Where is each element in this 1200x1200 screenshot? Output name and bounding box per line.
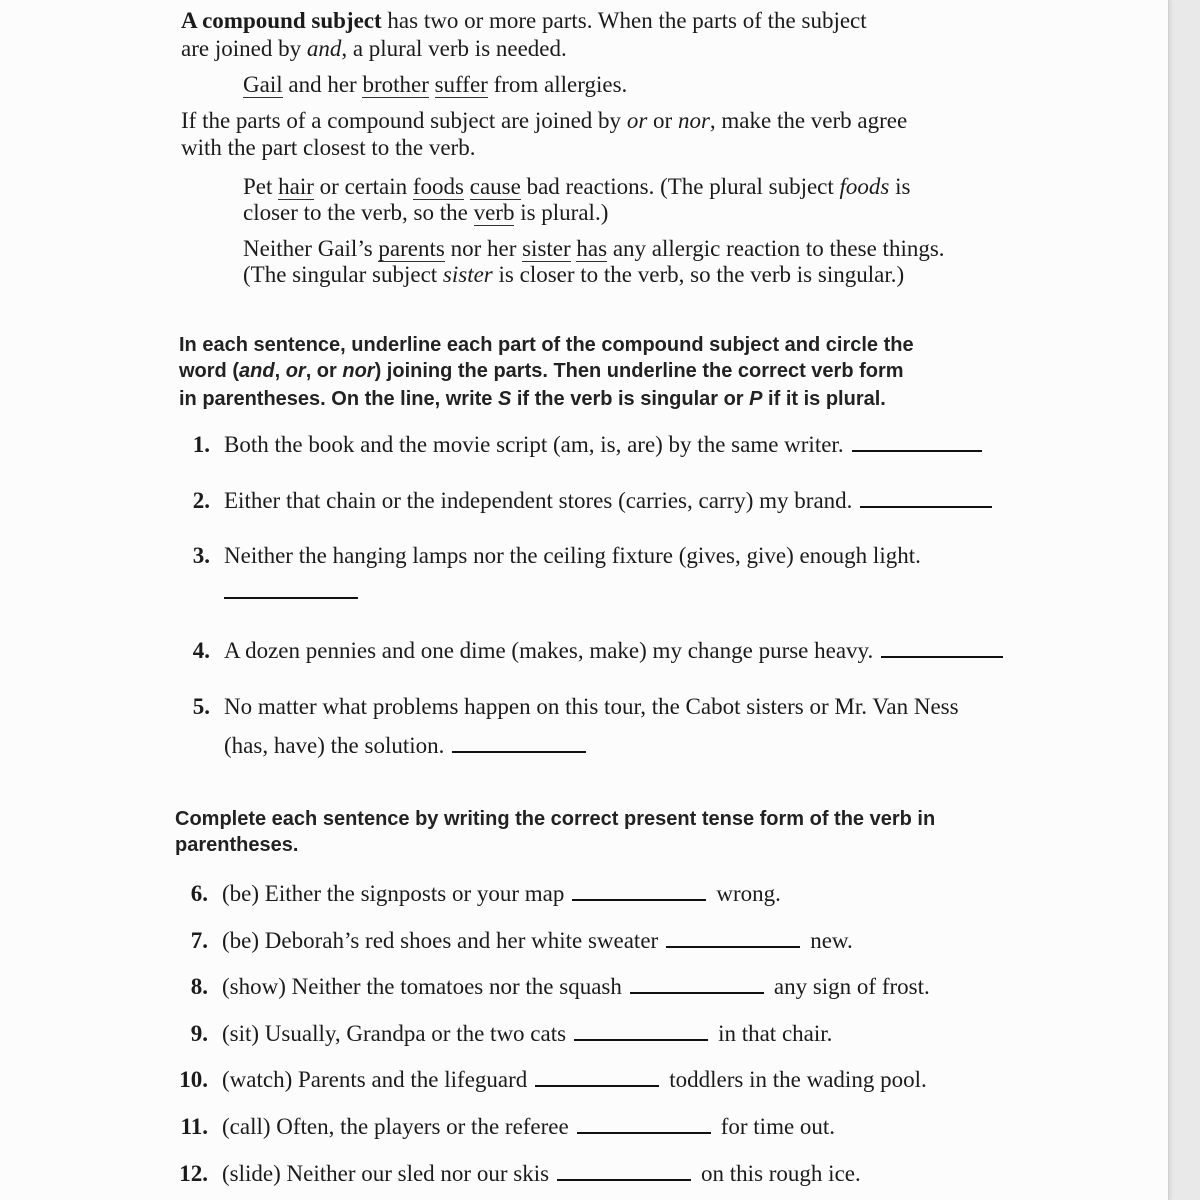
example-2-line-2 — [243, 200, 608, 226]
item-number: 4. — [192, 638, 210, 663]
rule-text: , a plural verb is needed. — [341, 36, 567, 61]
item-text: (slide) Neither our sled nor our skis — [222, 1161, 550, 1186]
underlined-subject: hair — [278, 174, 314, 199]
underlined-subject: Gail — [243, 72, 283, 97]
rule-text: , make the verb agree — [709, 108, 908, 133]
example-text — [429, 72, 435, 97]
underlined-verb: suffer — [434, 72, 488, 97]
item-text-after: wrong. — [716, 881, 781, 906]
item-number: 11. — [180, 1114, 208, 1139]
exercise-item-5-line-2 — [224, 733, 586, 759]
instr-text: , or — [305, 360, 343, 382]
italic-or: or — [285, 360, 306, 382]
answer-line[interactable] — [881, 655, 1003, 658]
instr-text: ) joining the parts. Then underline the correct verb form — [374, 360, 904, 382]
answer-line[interactable] — [852, 449, 982, 452]
item-text: (show) Neither the tomatoes nor the squash — [222, 974, 622, 999]
example-text: nor her — [444, 236, 523, 261]
answer-line[interactable] — [630, 991, 764, 994]
fill-item-11 — [176, 1114, 835, 1140]
item-text: (watch) Parents and the lifeguard — [222, 1067, 528, 1092]
section-1-instructions-line-2 — [179, 358, 904, 385]
item-text-after: for time out. — [720, 1114, 836, 1139]
exercise-item-5 — [186, 694, 959, 720]
answer-line[interactable] — [666, 945, 800, 948]
answer-line[interactable] — [860, 505, 992, 508]
answer-line[interactable] — [535, 1084, 659, 1087]
italic-and: and — [306, 36, 342, 61]
item-number: 5. — [192, 694, 210, 719]
example-text: bad reactions. (The plural subject — [520, 174, 840, 199]
item-text: A dozen pennies and one dime (makes, make) my change purse heavy. — [224, 638, 874, 663]
fill-item-10 — [176, 1067, 927, 1093]
section-1-instructions-line-3 — [179, 386, 886, 413]
italic-sister: sister — [442, 262, 493, 287]
italic-s: S — [497, 388, 512, 410]
answer-line[interactable] — [224, 597, 358, 599]
section-2-instructions-line-2: parentheses. — [175, 834, 299, 856]
item-text: No matter what problems happen on this tour, the Cabot sisters or Mr. Van Ness — [224, 694, 959, 719]
example-text: (The singular subject — [243, 262, 443, 287]
fill-item-8 — [176, 974, 930, 1000]
item-number: 2. — [192, 488, 210, 513]
example-text: is closer to the verb, so the verb is singular.) — [492, 262, 905, 287]
answer-line[interactable] — [572, 898, 706, 901]
underlined-subject: sister — [522, 236, 571, 261]
item-text: (sit) Usually, Grandpa or the two cats — [222, 1021, 567, 1046]
item-number: 9. — [190, 1021, 208, 1046]
item-number: 8. — [190, 974, 208, 999]
example-1 — [243, 72, 627, 98]
underlined-subject: brother — [362, 72, 429, 97]
item-text: Neither the hanging lamps nor the ceiling fixture (gives, give) enough light. — [224, 543, 921, 568]
italic-nor: nor — [342, 360, 375, 382]
item-number: 6. — [190, 881, 208, 906]
answer-line[interactable] — [452, 750, 586, 753]
item-text: (has, have) the solution. — [224, 733, 445, 758]
item-text: (call) Often, the players or the referee — [222, 1114, 569, 1139]
example-text: closer to the verb, so the — [243, 200, 474, 225]
item-number: 10. — [179, 1067, 208, 1092]
example-text: and her — [282, 72, 363, 97]
underlined-verb: verb — [473, 200, 515, 225]
example-text: Pet — [243, 174, 279, 199]
instr-text: , — [274, 360, 286, 382]
instr-text: if it is plural. — [762, 388, 886, 410]
example-text: or certain — [313, 174, 413, 199]
underlined-verb: has — [576, 236, 608, 261]
example-text: is plural.) — [514, 200, 609, 225]
example-3-line-2 — [243, 262, 904, 288]
example-text: from allergies. — [487, 72, 628, 97]
item-number: 7. — [190, 928, 208, 953]
underlined-subject: parents — [378, 236, 445, 261]
term-compound-subject: A compound subject — [181, 8, 382, 33]
rule-text: or — [647, 108, 678, 133]
italic-foods: foods — [839, 174, 890, 199]
rule-text: has two or more parts. When the parts of the subject — [381, 8, 867, 33]
rule-text: If the parts of a compound subject are joined by — [181, 108, 627, 133]
example-text: any allergic reaction to these things. — [607, 236, 945, 261]
exercise-item-2 — [186, 488, 992, 514]
section-2-instructions-line-1: Complete each sentence by writing the correct present tense form of the verb in — [175, 808, 936, 830]
answer-line[interactable] — [574, 1038, 708, 1041]
example-text: Neither Gail’s — [243, 236, 379, 261]
instr-text: word ( — [179, 360, 239, 382]
rule-text: are joined by — [181, 36, 307, 61]
rule-1-line-1 — [181, 8, 867, 34]
italic-nor: nor — [677, 108, 710, 133]
example-3-line-1 — [243, 236, 945, 262]
item-text: Both the book and the movie script (am, is, are) by the same writer. — [224, 432, 844, 457]
instr-text: if the verb is singular or — [511, 388, 750, 410]
italic-p: P — [749, 388, 763, 410]
instr-text: in parentheses. On the line, write — [179, 388, 498, 410]
italic-or: or — [626, 108, 648, 133]
item-text-after: toddlers in the wading pool. — [669, 1067, 927, 1092]
exercise-item-1 — [186, 432, 982, 458]
item-text-after: new. — [810, 928, 853, 953]
item-text-after: any sign of frost. — [773, 974, 930, 999]
fill-item-6 — [176, 881, 781, 907]
rule-2-line-2: with the part closest to the verb. — [181, 135, 476, 160]
fill-item-12 — [176, 1161, 861, 1187]
example-2-line-1 — [243, 174, 910, 200]
item-text-after: on this rough ice. — [701, 1161, 861, 1186]
exercise-item-4 — [186, 638, 1003, 664]
item-text: Either that chain or the independent stores (carries, carry) my brand. — [224, 488, 853, 513]
section-1-instructions-line-1: In each sentence, underline each part of the compound subject and circle the — [179, 334, 914, 356]
rule-2-line-1 — [181, 108, 907, 134]
item-text: (be) Deborah’s red shoes and her white sweater — [222, 928, 659, 953]
answer-line[interactable] — [557, 1178, 691, 1181]
item-text: (be) Either the signposts or your map — [222, 881, 565, 906]
rule-1-line-2 — [181, 36, 567, 62]
exercise-item-3 — [186, 543, 921, 569]
underlined-verb: cause — [469, 174, 521, 199]
italic-and: and — [239, 360, 275, 382]
item-number: 12. — [179, 1161, 208, 1186]
example-text: is — [889, 174, 911, 199]
answer-line[interactable] — [577, 1131, 711, 1134]
item-number: 3. — [192, 543, 210, 568]
example-text — [464, 174, 470, 199]
item-text-after: in that chair. — [718, 1021, 833, 1046]
underlined-subject: foods — [412, 174, 465, 199]
fill-item-7 — [176, 928, 853, 954]
fill-item-9 — [176, 1021, 832, 1047]
item-number: 1. — [192, 432, 210, 457]
